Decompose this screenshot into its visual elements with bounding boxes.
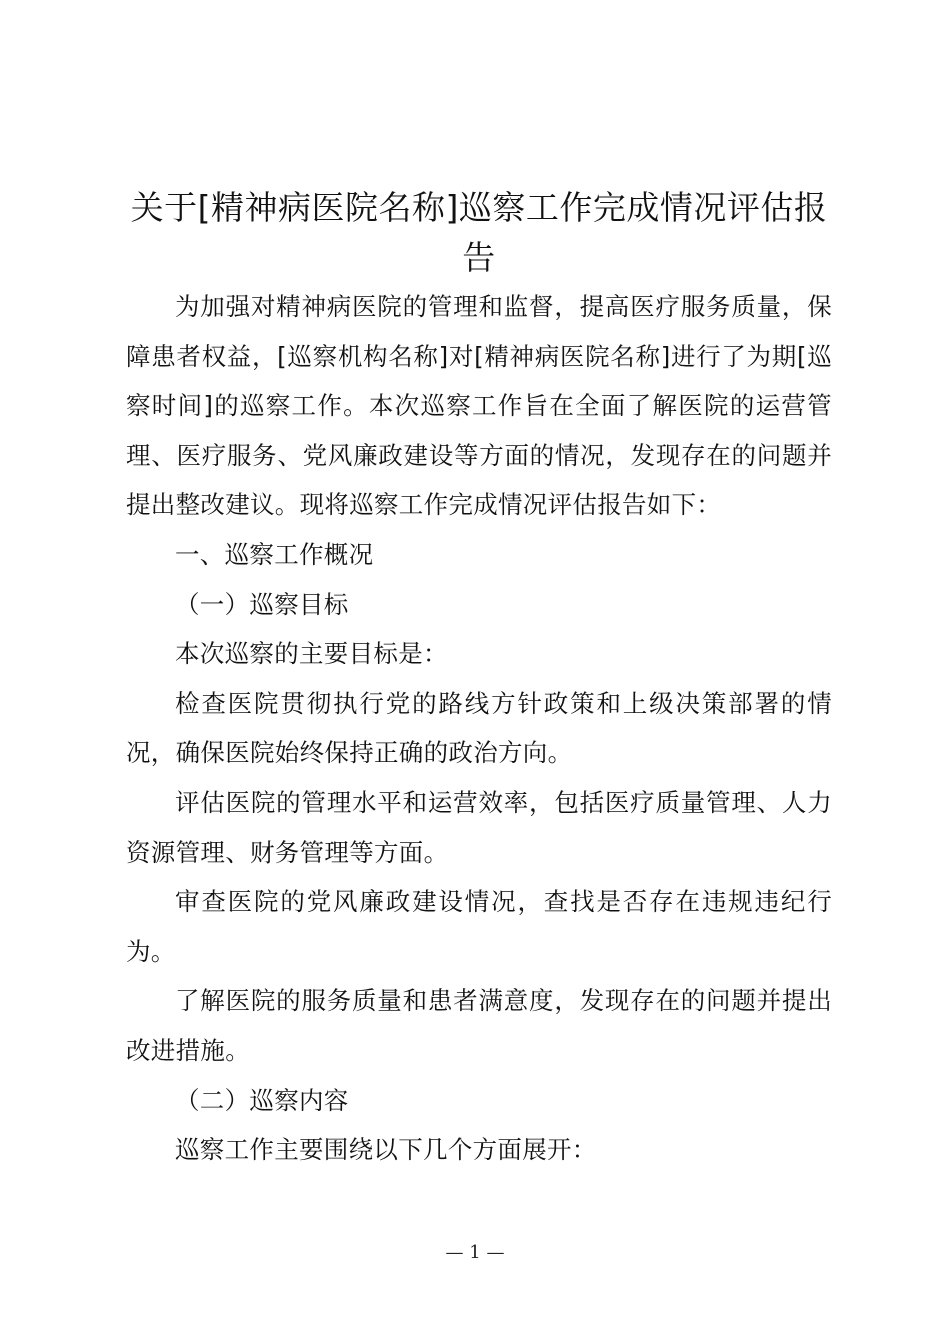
- page-number: — 1 —: [445, 1242, 505, 1263]
- section-heading-overview: 一、巡察工作概况: [175, 539, 374, 569]
- goal-paragraph-3: 审查医院的党风廉政建设情况，查找是否存在违规违纪行为。: [126, 887, 832, 966]
- subsection-heading-content: （二）巡察内容: [175, 1085, 349, 1115]
- document-title: 关于[精神病医院名称]巡察工作完成情况评估报告: [130, 188, 828, 277]
- subsection-heading-goals: （一）巡察目标: [175, 589, 349, 619]
- document-body: [126, 282, 832, 1175]
- intro-paragraph: 为加强对精神病医院的管理和监督，提高医疗服务质量，保障患者权益，[巡察机构名称]对[精神病医院名称]进行了为期[巡察时间]的巡察工作。本次巡察工作旨在全面了解医院的运营管理、医疗服务、党风廉政建设等方面的情况，发现存在的问题并提出整改建议。现将巡察工作完成情况评估报告如下：: [126, 292, 832, 520]
- content-intro-paragraph: 巡察工作主要围绕以下几个方面展开：: [175, 1135, 597, 1165]
- goal-paragraph-2: 评估医院的管理水平和运营效率，包括医疗质量管理、人力资源管理、财务管理等方面。: [126, 787, 832, 867]
- goal-paragraph-4: 了解医院的服务质量和患者满意度，发现存在的问题并提出改进措施。: [126, 986, 832, 1065]
- goals-intro-paragraph: 本次巡察的主要目标是：: [175, 639, 448, 669]
- goal-paragraph-1: 检查医院贯彻执行党的路线方针政策和上级决策部署的情况，确保医院始终保持正确的政治方向。: [126, 688, 832, 768]
